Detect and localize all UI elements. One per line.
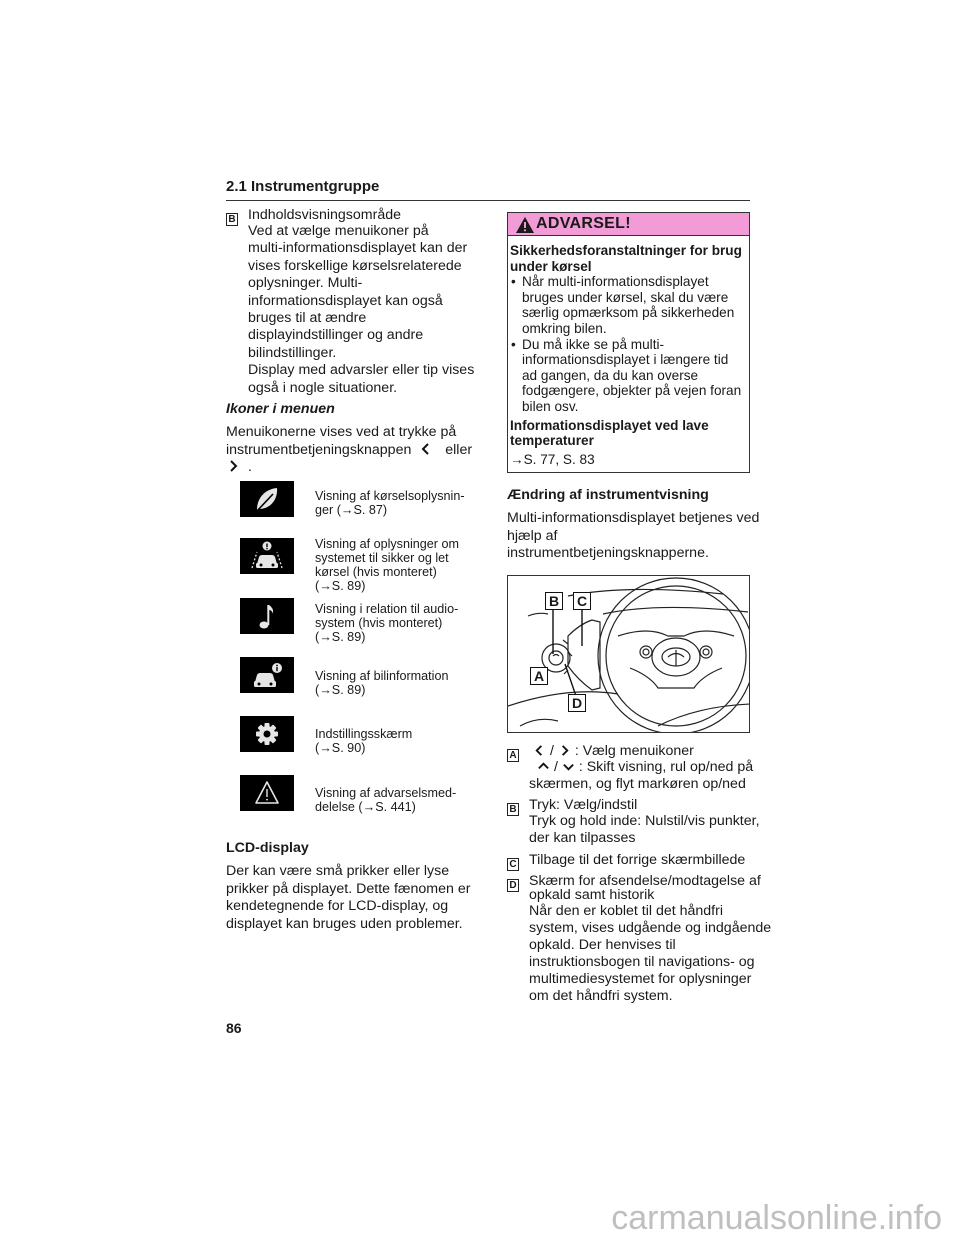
- item-b-line: der kan tilpasses: [529, 830, 636, 846]
- b-item-title: Indholdsvisningsområde: [248, 207, 402, 223]
- item-d-line: multimediesystemet for oplysninger: [529, 971, 752, 987]
- menu-icon-desc-line: (→S. 89): [315, 579, 366, 593]
- b-item-line: Ved at vælge menuikoner på: [248, 223, 429, 239]
- lcd-line: Der kan være små prikker eller lyse: [226, 863, 450, 879]
- page-number: 86: [226, 1020, 242, 1036]
- icons-heading: Ikoner i menuen: [226, 401, 335, 417]
- menu-icon-tile: [240, 598, 294, 634]
- gear-icon: [240, 716, 294, 752]
- b-item-line: multi-informationsdisplayet kan der: [248, 240, 468, 257]
- figure-label-a: A: [530, 667, 548, 685]
- icons-intro-line: Menuikonerne vises ved at trykke på: [226, 424, 457, 440]
- change-text: [507, 510, 759, 563]
- item-b-text: [529, 797, 760, 847]
- lcd-line: displayet kan bruges uden problemer.: [226, 915, 463, 932]
- b-item-line: Display med advarsler eller tip vises: [248, 362, 475, 379]
- change-heading: Ændring af instrumentvisning: [507, 487, 709, 503]
- chevron-down-icon: [562, 760, 575, 773]
- watermark: carmanualsonline.info: [611, 1199, 942, 1237]
- driver-assist-icon: [240, 538, 294, 574]
- menu-icon-desc-line: (→S. 89): [315, 630, 366, 644]
- leaf-icon: [240, 481, 294, 517]
- warning-box: [507, 212, 750, 473]
- b-item-line: informationsdisplayet kan også: [248, 292, 443, 309]
- warning-heading-line: temperaturer: [510, 433, 594, 449]
- menu-icon-desc-line: ger (→S. 87): [315, 503, 388, 517]
- section-title: 2.1 Instrumentgruppe: [226, 178, 380, 195]
- icons-intro: [226, 424, 472, 477]
- item-b-marker: [507, 799, 519, 817]
- menu-icon-tile: [240, 716, 294, 752]
- menu-icon-tile: [240, 775, 294, 811]
- menu-icon-desc-line: delelse (→S. 441): [315, 800, 416, 814]
- item-c-text: Tilbage til det forrige skærmbillede: [529, 852, 746, 868]
- menu-icon-desc-line: (→S. 89): [315, 683, 366, 697]
- item-b-line: Tryk og hold inde: Nulstil/vis punkter,: [529, 813, 760, 829]
- chevron-up-icon: [537, 760, 550, 773]
- steering-wheel-figure: [507, 575, 750, 733]
- menu-icon-desc-line: Visning af bilinformation: [315, 669, 449, 683]
- change-line: Multi-informationsdisplayet betjenes ved: [507, 510, 760, 526]
- item-a-desc: skærmen, og flyt markøren op/ned: [529, 776, 746, 792]
- figure-label-b: B: [545, 592, 563, 610]
- warning-body: [510, 243, 748, 467]
- menu-icon-desc-line: kørsel (hvis monteret): [315, 565, 437, 579]
- item-d-marker: [507, 875, 519, 893]
- warning-header: [508, 213, 749, 236]
- item-d-line: system, vises udgående og indgående: [529, 920, 772, 936]
- letter-box-a: A: [507, 749, 519, 762]
- menu-icon-desc: [315, 669, 448, 697]
- warning-reference: →S. 77, S. 83: [510, 451, 595, 467]
- b-item-line: bruges til at ændre: [248, 309, 367, 326]
- menu-icon-desc-line: system (hvis monteret): [315, 616, 443, 630]
- item-c-marker: [507, 854, 519, 872]
- item-a-line2: [529, 759, 753, 776]
- bullet-dot: •: [511, 274, 516, 290]
- car-info-icon: [240, 657, 294, 693]
- letter-box-c: C: [507, 858, 519, 871]
- b-item-marker: [226, 209, 238, 227]
- warning-heading-line: Informationsdisplayet ved lave: [510, 417, 709, 433]
- lcd-heading: LCD-display: [226, 840, 309, 856]
- item-a-desc: : Skift visning, rul op/ned på: [578, 759, 754, 775]
- warning-bullet-line: bilen osv.: [522, 398, 579, 414]
- separator: /: [549, 743, 554, 759]
- warning-bullet-line: informationsdisplayet i længere tid: [522, 352, 729, 368]
- menu-icon-desc-line: Visning af advarselsmed-: [315, 786, 457, 800]
- warning-heading: [510, 243, 748, 274]
- menu-icon-tile: [240, 538, 294, 574]
- section-divider: [226, 200, 750, 201]
- icons-intro-line2: [226, 442, 472, 460]
- warning-bullet-line: særlig opmærksom på sikkerheden: [522, 305, 735, 321]
- change-line: instrumentbetjeningsknapperne.: [507, 545, 709, 561]
- b-item-line: oplysninger. Multi-: [248, 275, 363, 292]
- b-item-line: bilindstillinger.: [248, 344, 337, 361]
- chevron-left-icon: [533, 744, 546, 757]
- chevron-left-icon: [419, 442, 433, 456]
- icons-intro-text: eller: [445, 441, 473, 458]
- chevron-right-icon: [558, 744, 571, 757]
- item-d-line: om det håndfri system.: [529, 988, 673, 1004]
- icons-intro-line3: [226, 459, 472, 477]
- lcd-line: prikker på displayet. Dette fænomen er: [226, 880, 471, 897]
- lcd-line: kendetegnende for LCD-display, og: [226, 898, 449, 914]
- b-item-text: [248, 223, 474, 397]
- icons-intro-text: instrumentbetjeningsknappen: [226, 441, 412, 458]
- menu-icon-desc-line: Visning af kørselsoplysnin-: [315, 489, 465, 503]
- item-d-line: Skærm for afsendelse/modtagelse af: [529, 873, 761, 889]
- warning-bullet-line: omkring bilen.: [522, 320, 607, 336]
- menu-icon-desc-line: (→S. 90): [315, 741, 366, 755]
- warning-bullet-line: ad gangen, da du kan overse: [522, 367, 699, 383]
- warning-heading-line: Sikkerhedsforanstaltninger for brug: [510, 243, 742, 258]
- item-d-line: instruktionsbogen til navigations- og: [529, 954, 755, 970]
- menu-icon-desc-line: Visning af oplysninger om: [315, 537, 459, 551]
- icons-intro-text: .: [247, 459, 252, 475]
- change-line: hjælp af: [507, 527, 558, 544]
- warning-bullet-line: bruges under kørsel, skal du være: [522, 289, 729, 305]
- warning-bullet: [510, 274, 748, 336]
- menu-icon-desc-line: Indstillingsskærm: [315, 727, 413, 741]
- item-a-desc: : Vælg menuikoner: [574, 743, 694, 759]
- item-a-marker: [507, 745, 519, 763]
- bullet-dot: •: [511, 336, 516, 352]
- lcd-text: [226, 863, 470, 933]
- b-item-line: displayindstillinger og andre: [248, 327, 424, 344]
- b-item-line: vises forskellige kørselsrelaterede: [248, 257, 462, 274]
- letter-box-b: B: [226, 213, 238, 226]
- warning-bullet-line: Når multi-informationsdisplayet: [522, 274, 709, 290]
- warning-triangle-icon: [240, 775, 294, 811]
- warning-heading: [510, 418, 748, 449]
- separator: /: [553, 759, 558, 775]
- item-d-line: opkald samt historik: [529, 887, 655, 903]
- letter-box-b: B: [507, 803, 519, 816]
- item-d-line: opkald. Der henvises til: [529, 937, 676, 953]
- warning-sign-icon: [515, 216, 535, 234]
- warning-label: ADVARSEL!: [536, 215, 631, 232]
- menu-icon-desc: [315, 489, 465, 517]
- b-item-line: også i nogle situationer.: [248, 379, 398, 396]
- figure-label-d: D: [568, 694, 586, 712]
- menu-icon-desc: [315, 786, 456, 814]
- menu-icon-tile: [240, 481, 294, 517]
- letter-box-d: D: [507, 879, 519, 892]
- chevron-right-icon: [226, 459, 240, 473]
- menu-icon-tile: [240, 657, 294, 693]
- warning-bullet-line: fodgængere, objekter på vejen foran: [522, 383, 742, 399]
- menu-icon-desc: [315, 537, 459, 593]
- item-a-line1: [529, 743, 753, 759]
- warning-heading-line: under kørsel: [510, 258, 592, 274]
- item-d-line: Når den er koblet til det håndfri: [529, 903, 724, 919]
- item-a-text: [529, 743, 753, 793]
- music-note-icon: [240, 598, 294, 634]
- menu-icon-desc: [315, 602, 458, 644]
- menu-icon-desc-line: systemet til sikker og let: [315, 551, 449, 565]
- menu-icon-desc-line: Visning i relation til audio-: [315, 602, 459, 616]
- figure-label-c: C: [573, 592, 591, 610]
- menu-icon-desc: [315, 727, 412, 755]
- item-b-line: Tryk: Vælg/indstil: [529, 797, 638, 813]
- warning-bullet: [510, 337, 748, 415]
- warning-bullet-line: Du må ikke se på multi-: [522, 336, 665, 352]
- item-d-text: [529, 873, 771, 1005]
